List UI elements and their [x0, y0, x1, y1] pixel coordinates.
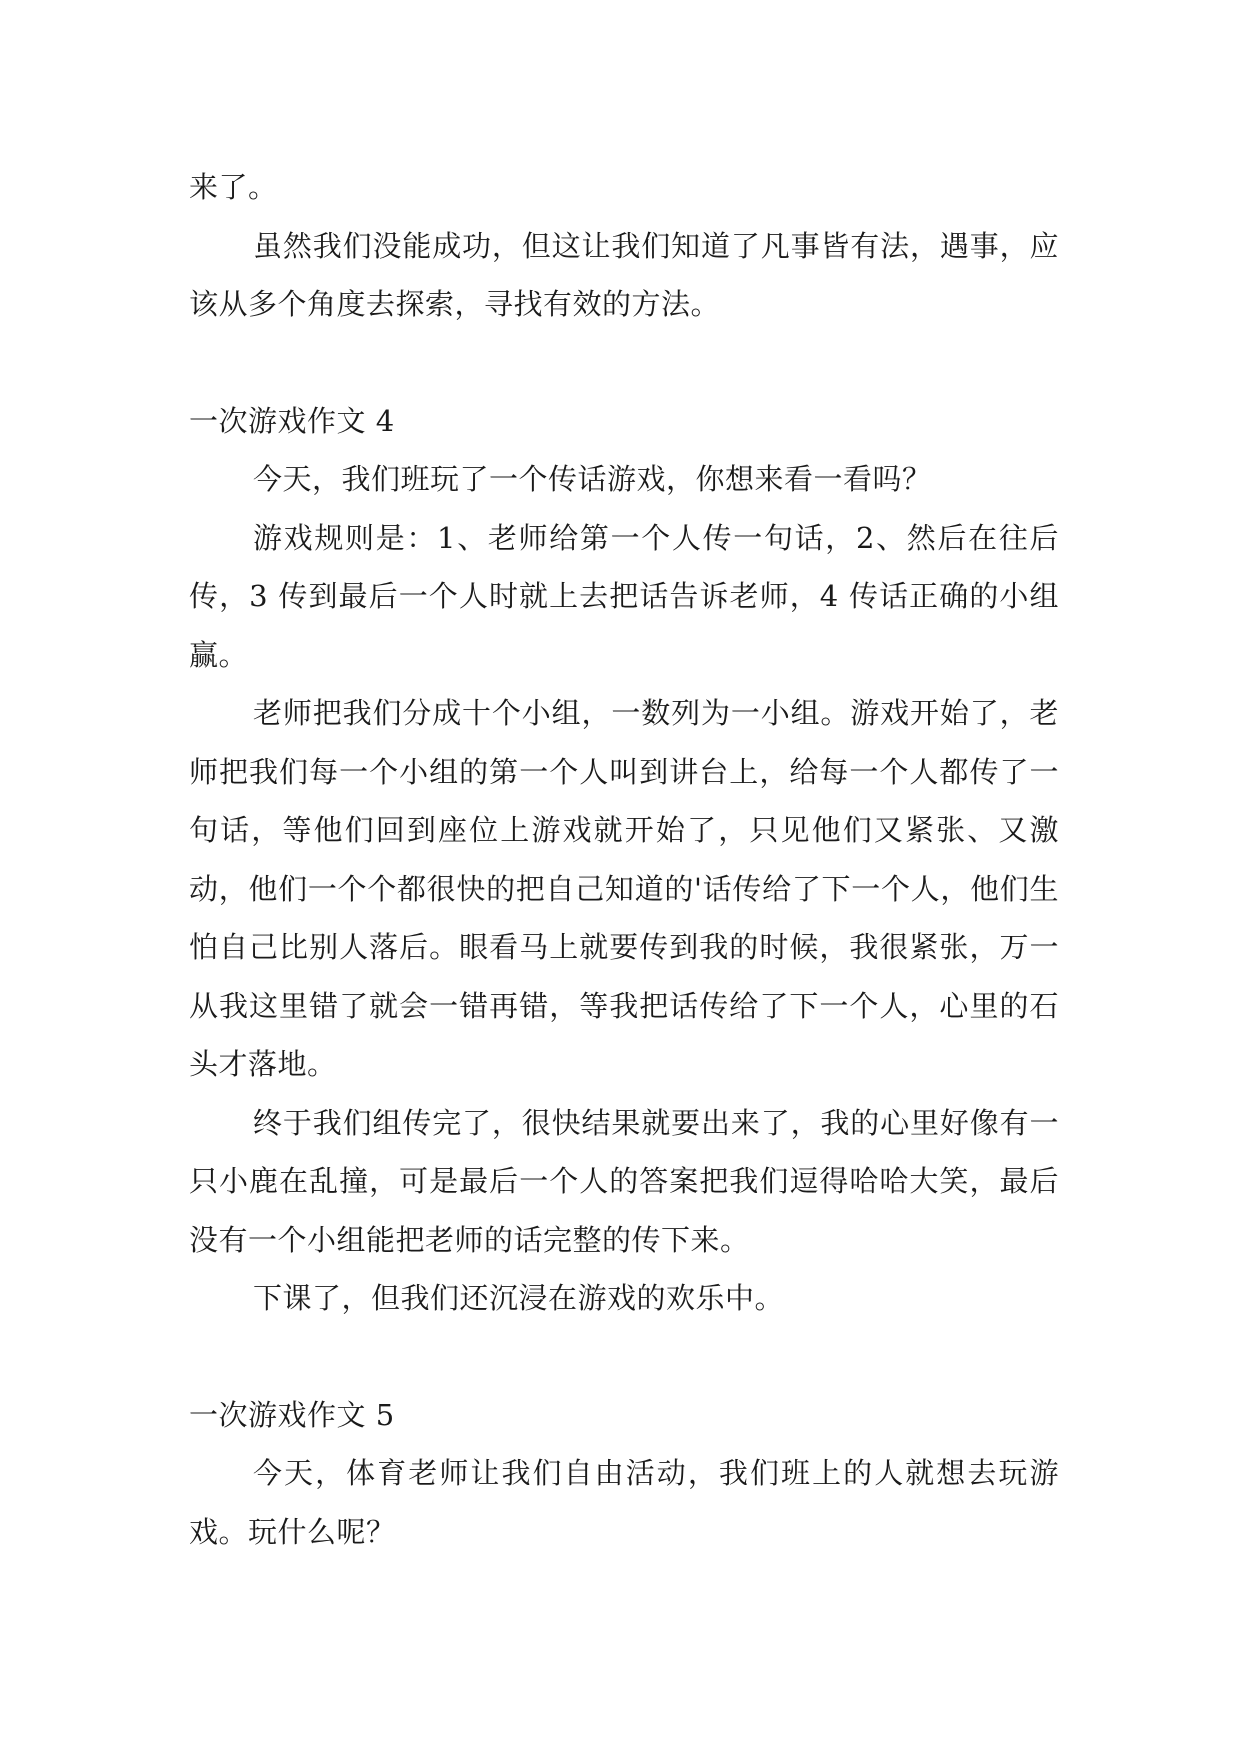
- section-gap: [189, 1328, 1059, 1386]
- section-heading-4: 一次游戏作文 4: [189, 403, 395, 438]
- section4-paragraph-5: 下课了，但我们还沉浸在游戏的欢乐中。: [253, 1281, 785, 1315]
- section-gap: [189, 334, 1059, 392]
- section4-paragraph-3: 老师把我们分成十个小组，一数列为一小组。游戏开始了，老师把我们每一个小组的第一个人叫到讲台上，给每一个人都传了一句话，等他们回到座位上游戏就开始了，只见他们又紧张、又激动，他们一个个都很快的把自己知道的'话传给了下一个人，他们生怕自己比别人落后。眼看马上就要传到我的时候，我很紧张，万一从我这里错了就会一错再错，等我把话传给了下一个人，心里的石头才落地。: [189, 696, 1059, 1081]
- section5-paragraph-1: 今天，体育老师让我们自由活动，我们班上的人就想去玩游戏。玩什么呢？: [189, 1456, 1059, 1549]
- section4-paragraph-1: 今天，我们班玩了一个传话游戏，你想来看一看吗？: [253, 462, 932, 496]
- paragraph-conclusion: 虽然我们没能成功，但这让我们知道了凡事皆有法，遇事，应该从多个角度去探索，寻找有效的方法。: [189, 228, 1059, 321]
- section4-paragraph-2: 游戏规则是：1、老师给第一个人传一句话，2、然后在往后传，3 传到最后一个人时就上去把话告诉老师，4 传话正确的小组赢。: [189, 520, 1059, 672]
- section4-paragraph-4: 终于我们组传完了，很快结果就要出来了，我的心里好像有一只小鹿在乱撞，可是最后一个人的答案把我们逗得哈哈大笑，最后没有一个小组能把老师的话完整的传下来。: [189, 1105, 1059, 1257]
- section-heading-5: 一次游戏作文 5: [189, 1397, 395, 1432]
- document-body: [189, 158, 1059, 1561]
- paragraph-continuation: 来了。: [189, 170, 278, 204]
